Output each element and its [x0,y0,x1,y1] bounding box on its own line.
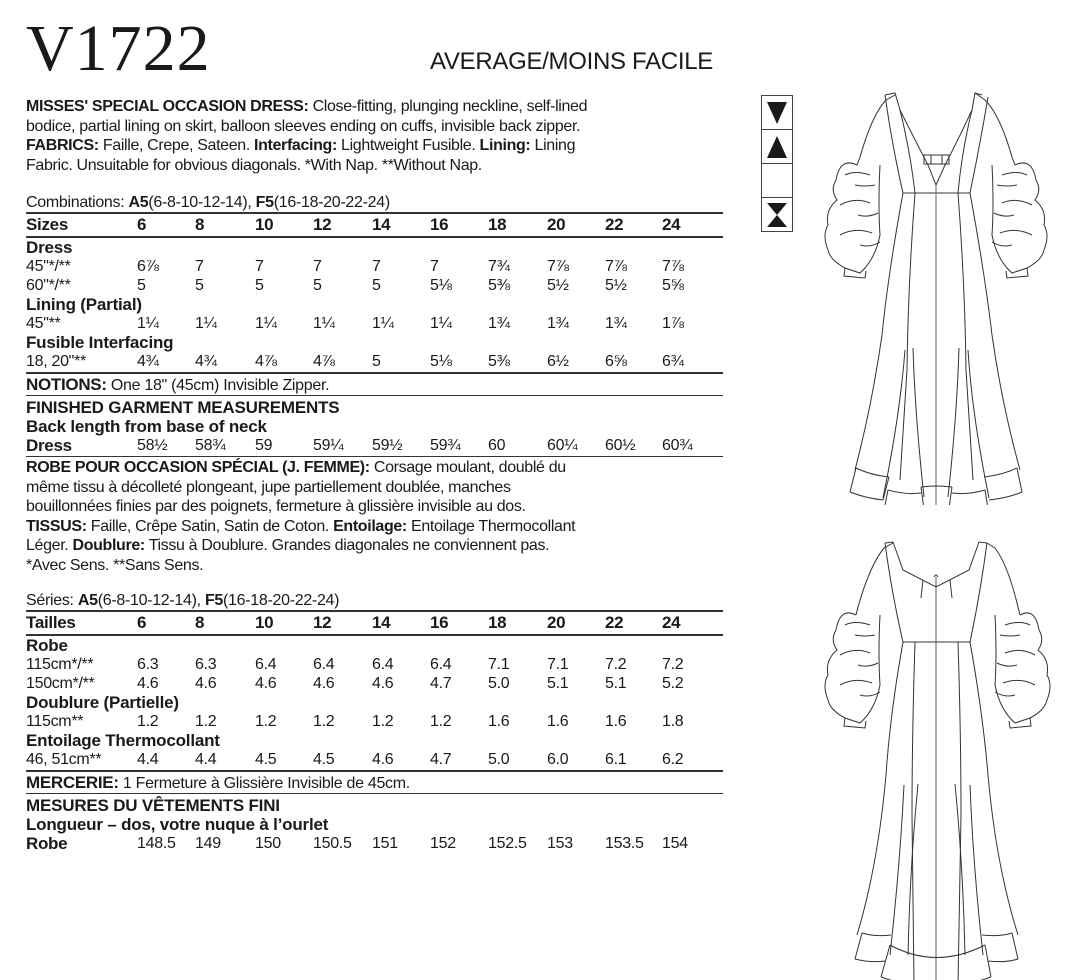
blank-icon [762,164,792,198]
fabrics-label: FABRICS: [26,137,99,154]
back-view-dress-sketch [800,535,1077,980]
fabric-layout-icons [761,95,793,232]
divider [26,395,723,396]
combinations-line: Combinations: A5(6-8-10-12-14), F5(16-18-20-22-24) [26,194,390,211]
divider [26,236,723,238]
finished-row-fr: Robe 148.5 149 150 150.5 151 152 152.5 153 153.5 154 [26,834,688,853]
divider [26,212,723,214]
triangle-down-icon [762,96,792,130]
divider [26,456,723,457]
table-row: 115cm*/** 6.3 6.3 6.4 6.4 6.4 6.4 7.1 7.1 7.2 7.2 [26,656,684,673]
table-row: 60"*/** 5 5 5 5 5 5⅛ 5⅜ 5½ 5½ 5⅝ [26,277,684,294]
group-title: Lining (Partial) [26,295,142,314]
group-title: Dress [26,238,73,257]
french-description: ROBE POUR OCCASION SPÉCIAL (J. FEMME): Corsage moulant, doublé du même tissu à décolleté plongeant, jupe partiellement doublée, manches bouillonnées finies par des poignets, fermeture à glissière invisible au dos. TISSUS: Faille, Crêpe Satin, Satin de Coton. Entoilage: Entoilage Thermocollant Léger. Doublure: Tissu à Doublure. Grandes diagonales ne conviennent pas. *Avec Sens. **Sans Sens. [26,459,576,574]
divider [26,770,723,772]
table-row: 115cm** 1.2 1.2 1.2 1.2 1.2 1.2 1.6 1.6 1.6 1.8 [26,713,684,730]
finished-subtitle-fr: Longueur – dos, votre nuque à l’ourlet [26,815,329,834]
table-row: 45"*/** 6⅞ 7 7 7 7 7 7¾ 7⅞ 7⅞ 7⅞ [26,258,684,275]
difficulty-label: AVERAGE/MOINS FACILE [430,48,713,75]
finished-row: Dress 58½ 58¾ 59 59¼ 59½ 59¾ 60 60¼ 60½ 60¾ [26,436,693,455]
divider [26,634,723,636]
group-title: Fusible Interfacing [26,333,174,352]
pattern-number: V1722 [26,12,211,85]
front-view-dress-sketch [800,85,1077,505]
notions-line: NOTIONS: One 18" (45cm) Invisible Zipper. [26,375,330,394]
group-title: Robe [26,636,68,655]
english-description: MISSES' SPECIAL OCCASION DRESS: Close-fitting, plunging neckline, self-lined bodice, partial lining on skirt, balloon sleeves ending on cuffs, invisible back zipper. FABRICS: Faille, Crepe, Sateen. Interfacing: Lightweight Fusible. Lining: Lining Fabric. Unsuitable for obvious diagonals. *With Nap. **Without Nap. [26,98,588,174]
group-title: Entoilage Thermocollant [26,731,220,750]
group-title: Doublure (Partielle) [26,693,179,712]
series-line: Séries: A5(6-8-10-12-14), F5(16-18-20-22-24) [26,592,340,609]
description-title: MISSES' SPECIAL OCCASION DRESS: [26,98,309,115]
tailles-header-row: Tailles 6 8 10 12 14 16 18 20 22 24 [26,613,681,632]
divider [26,793,723,794]
table-row: 46, 51cm** 4.4 4.4 4.5 4.5 4.6 4.7 5.0 6.0 6.1 6.2 [26,751,684,768]
finished-subtitle: Back length from base of neck [26,417,267,436]
finished-title: FINISHED GARMENT MEASUREMENTS [26,398,340,417]
finished-title-fr: MESURES DU VÊTEMENTS FINI [26,796,280,815]
table-row: 18, 20"** 4¾ 4¾ 4⅞ 4⅞ 5 5⅛ 5⅜ 6½ 6⅝ 6¾ [26,353,684,370]
divider [26,610,723,612]
divider [26,372,723,374]
table-row: 45"** 1¼ 1¼ 1¼ 1¼ 1¼ 1¼ 1¾ 1¾ 1¾ 1⅞ [26,315,684,332]
mercerie-line: MERCERIE: 1 Fermeture à Glissière Invisible de 45cm. [26,773,410,792]
sizes-header-row: Sizes 6 8 10 12 14 16 18 20 22 24 [26,215,681,234]
table-row: 150cm*/** 4.6 4.6 4.6 4.6 4.6 4.7 5.0 5.1 5.1 5.2 [26,675,684,692]
hourglass-icon [762,198,792,231]
triangle-up-icon [762,130,792,164]
